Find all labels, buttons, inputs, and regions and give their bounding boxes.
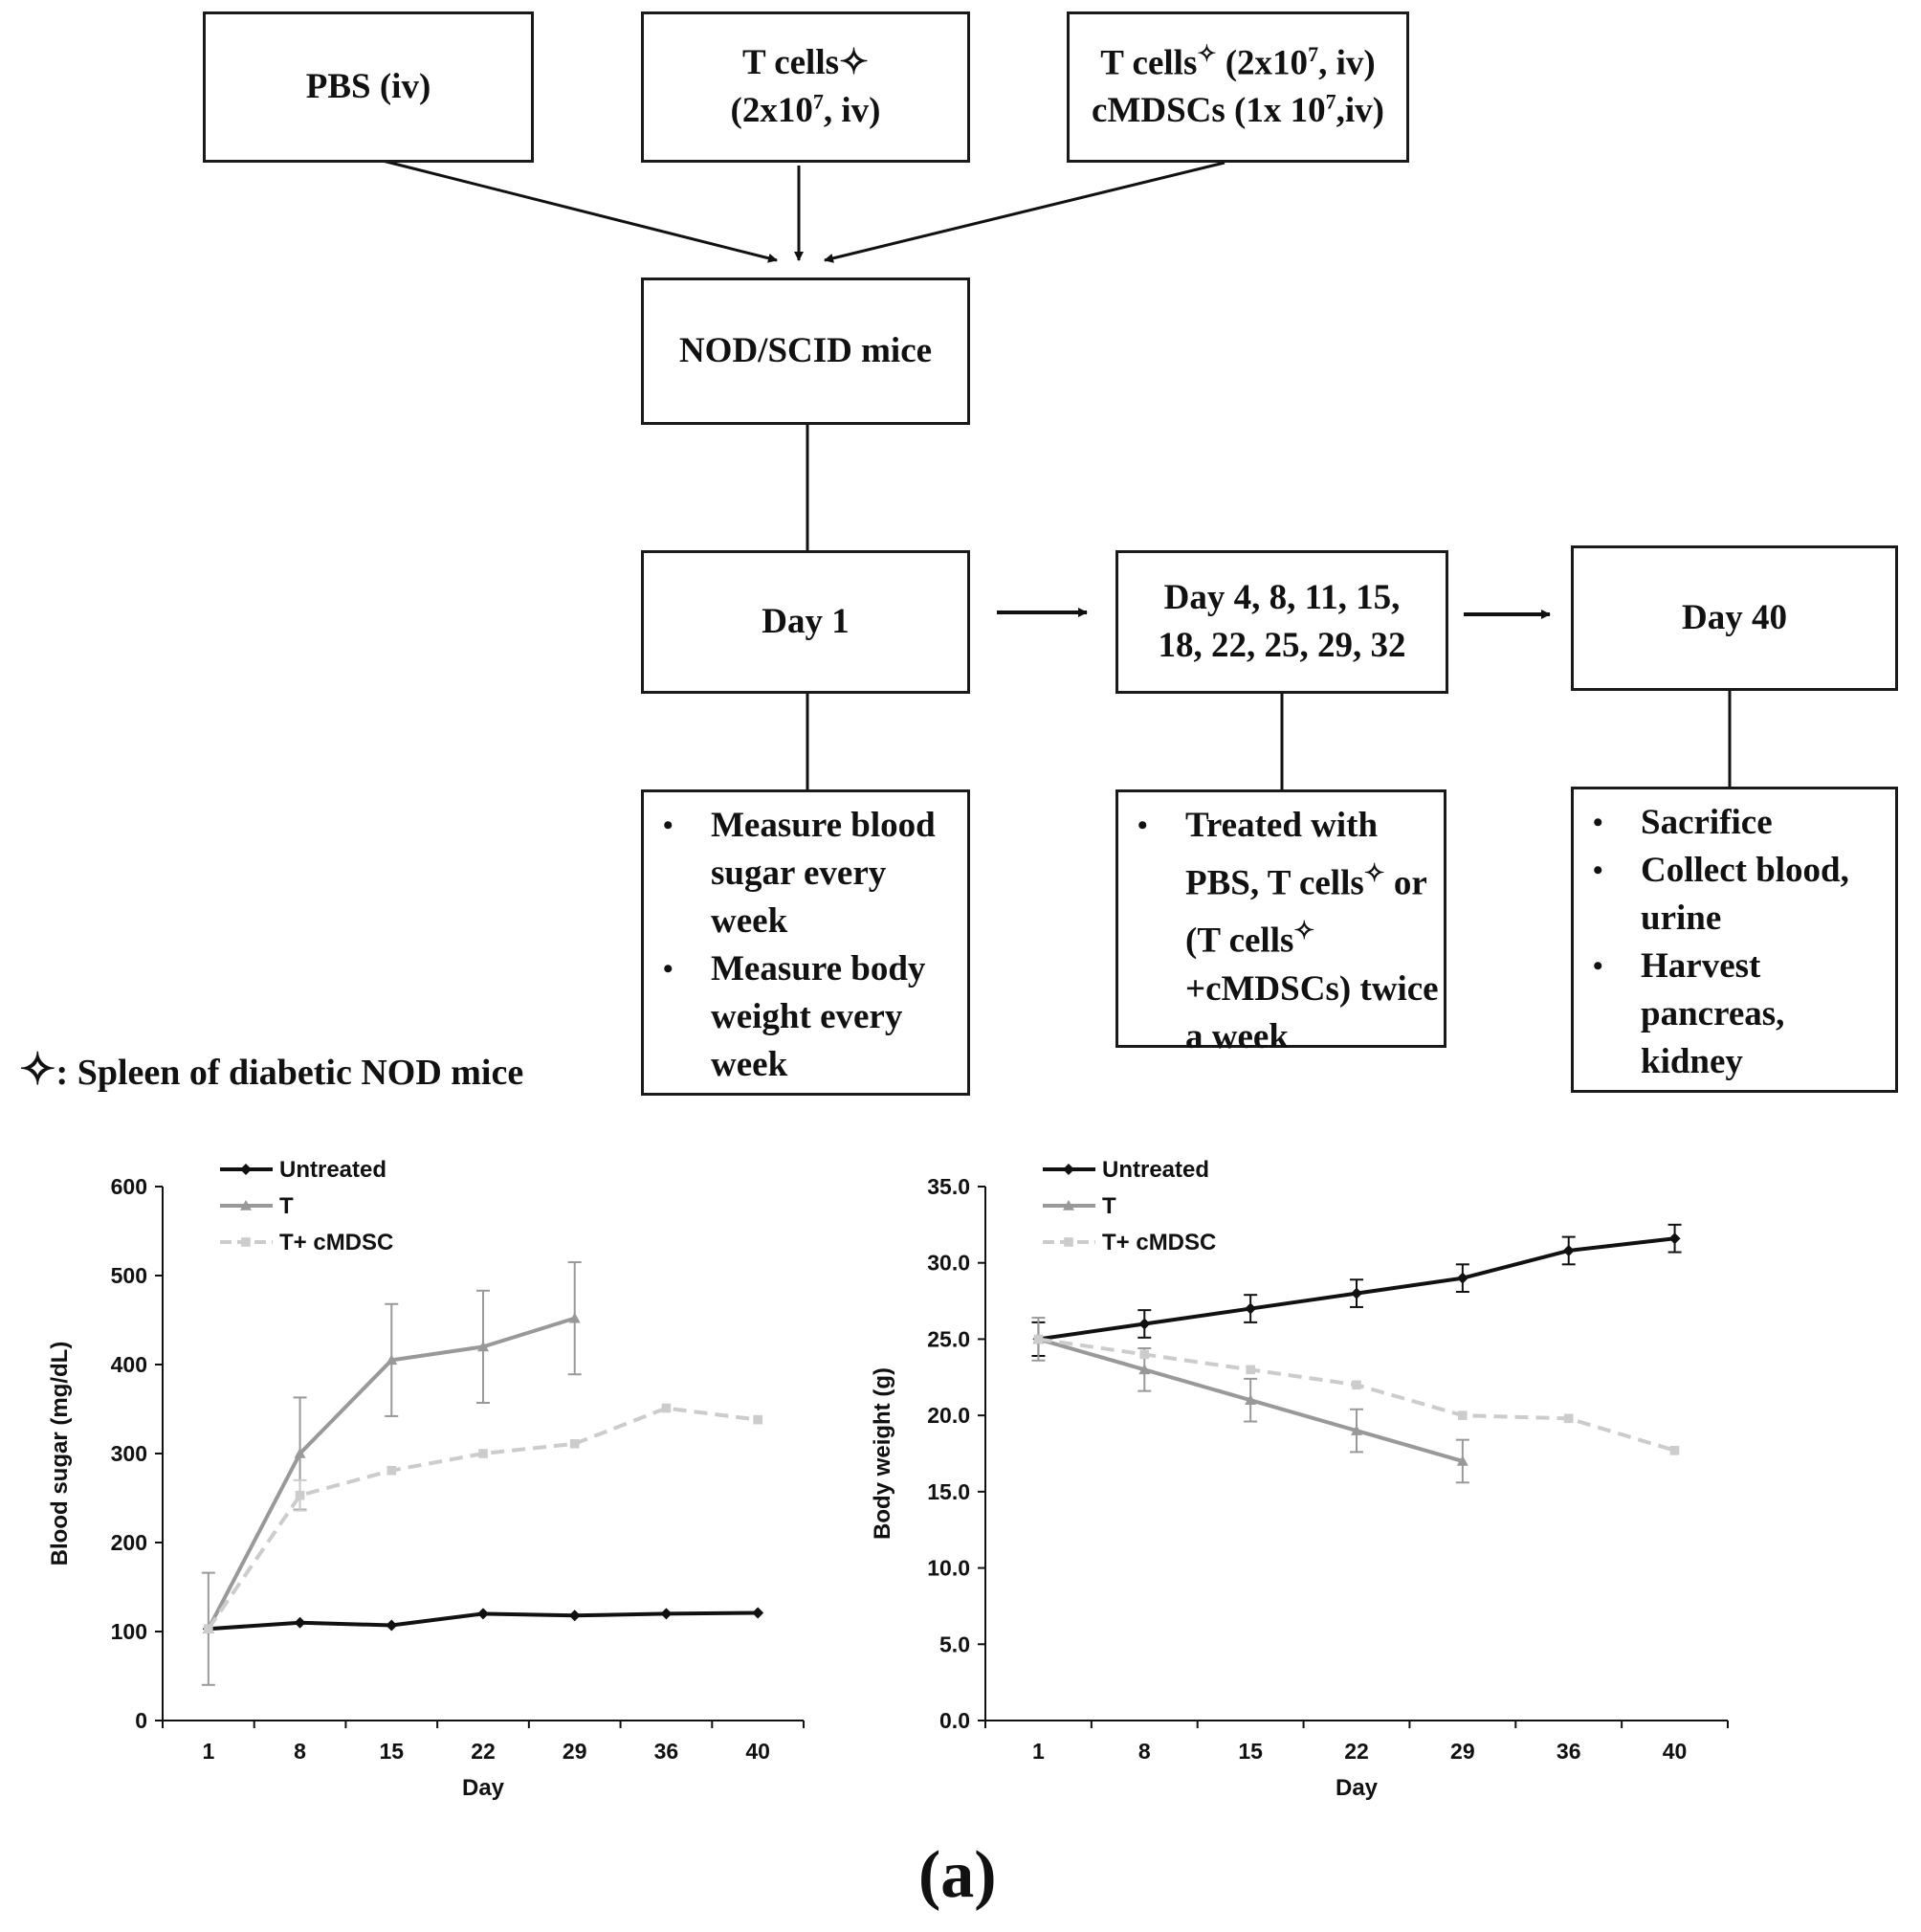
legend-label: Untreated — [279, 1157, 387, 1183]
y-tick-label: 5.0 — [939, 1632, 970, 1657]
y-tick-label: 0.0 — [939, 1708, 970, 1733]
y-tick-label: 10.0 — [927, 1555, 970, 1581]
days-mid-line1: Day 4, 8, 11, 15, — [1163, 578, 1401, 618]
day1-tasks-box — [641, 789, 970, 1096]
x-tick-label: 22 — [1344, 1739, 1369, 1764]
body-weight-chart — [861, 1148, 1760, 1818]
list-item — [1118, 802, 1444, 1061]
day1-box — [641, 550, 970, 694]
data-point — [386, 1619, 397, 1631]
arrow-pbs-to-mice — [383, 161, 777, 260]
y-tick-label: 25.0 — [927, 1326, 970, 1352]
tcells-label: T cells — [741, 43, 840, 83]
data-point — [240, 1164, 252, 1175]
y-axis-label: Body weight (g) — [870, 1367, 895, 1540]
data-point — [295, 1617, 306, 1629]
days-mid-box — [1115, 550, 1448, 694]
data-point — [1138, 1318, 1150, 1329]
x-tick-label: 36 — [653, 1739, 679, 1764]
data-point — [753, 1415, 762, 1425]
data-point — [204, 1624, 213, 1633]
x-axis-label: Day — [461, 1775, 505, 1801]
treatment-text-c: +cMDSCs) twice a week — [1185, 968, 1439, 1056]
x-tick-label: 29 — [562, 1739, 587, 1764]
tcells-dose-suffix: , iv) — [823, 91, 881, 130]
data-point — [662, 1404, 672, 1413]
x-tick-label: 15 — [379, 1739, 405, 1764]
y-tick-label: 0 — [135, 1708, 147, 1733]
x-tick-label: 1 — [1032, 1739, 1045, 1764]
data-point — [569, 1610, 581, 1621]
data-point — [1139, 1350, 1149, 1360]
panel-label: (a) — [918, 1838, 997, 1912]
x-tick-label: 36 — [1556, 1739, 1581, 1764]
y-tick-label: 300 — [110, 1441, 147, 1466]
data-point — [660, 1608, 672, 1619]
series-line — [209, 1409, 758, 1630]
data-point — [1458, 1410, 1468, 1420]
day40-label: Day 40 — [1682, 598, 1787, 638]
y-tick-label: 400 — [110, 1352, 147, 1377]
combo-cmdsc-exponent: 7 — [1325, 89, 1336, 114]
list-item: • Collect blood, urine — [1574, 847, 1895, 943]
star-footnote-text: : Spleen of diabetic NOD mice — [55, 1053, 524, 1093]
list-item: • Measure body weight every week — [644, 945, 967, 1089]
data-point — [1245, 1303, 1256, 1315]
data-point — [386, 1466, 396, 1476]
legend-label: T+ cMDSC — [1102, 1230, 1217, 1255]
data-point — [1064, 1237, 1073, 1247]
days-mid-line2: 18, 22, 25, 29, 32 — [1158, 626, 1406, 665]
x-tick-label: 1 — [202, 1739, 215, 1764]
x-tick-label: 8 — [1137, 1739, 1151, 1764]
data-point — [1564, 1414, 1574, 1424]
x-tick-label: 8 — [294, 1739, 306, 1764]
y-tick-label: 200 — [110, 1530, 147, 1555]
data-point — [477, 1608, 489, 1619]
data-point — [1670, 1446, 1680, 1455]
star-icon: ✧ — [1197, 41, 1217, 67]
data-point — [752, 1607, 763, 1618]
data-point — [478, 1449, 488, 1458]
day40-box — [1571, 545, 1898, 691]
combo-tcells-suffix: , iv) — [1318, 43, 1376, 83]
pbs-box — [203, 11, 534, 163]
data-point — [1034, 1335, 1044, 1344]
data-point — [296, 1491, 305, 1500]
tcells-dose-prefix: (2x10 — [730, 91, 813, 130]
data-point — [1352, 1380, 1361, 1389]
y-tick-label: 600 — [110, 1174, 147, 1199]
data-point — [1351, 1288, 1362, 1299]
legend-label: T — [279, 1193, 294, 1219]
day40-tasks-box — [1571, 787, 1898, 1093]
legend-label: Untreated — [1102, 1157, 1210, 1183]
y-tick-label: 15.0 — [927, 1478, 970, 1504]
list-item: • Measure blood sugar every week — [644, 802, 967, 945]
mice-label: NOD/SCID mice — [678, 331, 933, 371]
mice-box — [641, 278, 970, 425]
combo-tcells-dose: (2x10 — [1216, 43, 1309, 83]
list-item: • Harvest pancreas, kidney — [1574, 943, 1895, 1086]
legend-label: T — [1102, 1193, 1116, 1219]
x-tick-label: 40 — [1662, 1739, 1688, 1764]
blood-sugar-chart — [38, 1148, 861, 1818]
y-tick-label: 100 — [110, 1619, 147, 1644]
star-icon: ✧ — [1293, 917, 1315, 945]
combo-tcells-exponent: 7 — [1308, 41, 1319, 66]
x-tick-label: 29 — [1450, 1739, 1475, 1764]
y-tick-label: 500 — [110, 1263, 147, 1288]
y-tick-label: 35.0 — [927, 1174, 970, 1199]
y-axis-label: Blood sugar (mg/dL) — [47, 1341, 73, 1566]
tcells-dose-exponent: 7 — [812, 89, 824, 114]
treatment-tasks-box — [1115, 789, 1446, 1056]
combo-cmdsc-label: cMDSCs (1x 10 — [1092, 91, 1326, 131]
combo-tcells-label: T cells — [1100, 43, 1198, 83]
data-point — [1563, 1245, 1575, 1256]
treatment-text-b: or (T cells — [1185, 863, 1427, 961]
data-point — [1669, 1232, 1681, 1244]
arrow-combo-to-mice — [825, 163, 1225, 260]
day1-label: Day 1 — [762, 602, 850, 642]
tcells-box — [641, 11, 970, 163]
y-tick-label: 30.0 — [927, 1250, 970, 1276]
star-icon: ✧ — [1363, 859, 1385, 887]
data-point — [1063, 1164, 1074, 1175]
data-point — [570, 1439, 580, 1449]
x-tick-label: 15 — [1238, 1739, 1263, 1764]
pbs-label: PBS (iv) — [305, 67, 431, 107]
combo-box — [1067, 11, 1409, 163]
y-tick-label: 20.0 — [927, 1403, 970, 1429]
star-icon: ✧ — [19, 1045, 56, 1094]
x-tick-label: 40 — [745, 1739, 770, 1764]
legend-label: T+ cMDSC — [279, 1230, 394, 1255]
treatment-text-a: Treated with PBS, T cells — [1185, 806, 1379, 903]
star-icon: ✧ — [839, 43, 870, 83]
list-item: • Sacrifice — [1574, 799, 1895, 847]
data-point — [1457, 1273, 1468, 1284]
star-footnote — [19, 1043, 523, 1095]
data-point — [1246, 1366, 1255, 1375]
data-point — [241, 1237, 251, 1247]
combo-cmdsc-suffix: ,iv) — [1336, 91, 1384, 131]
x-tick-label: 22 — [471, 1739, 496, 1764]
x-axis-label: Day — [1335, 1775, 1379, 1801]
